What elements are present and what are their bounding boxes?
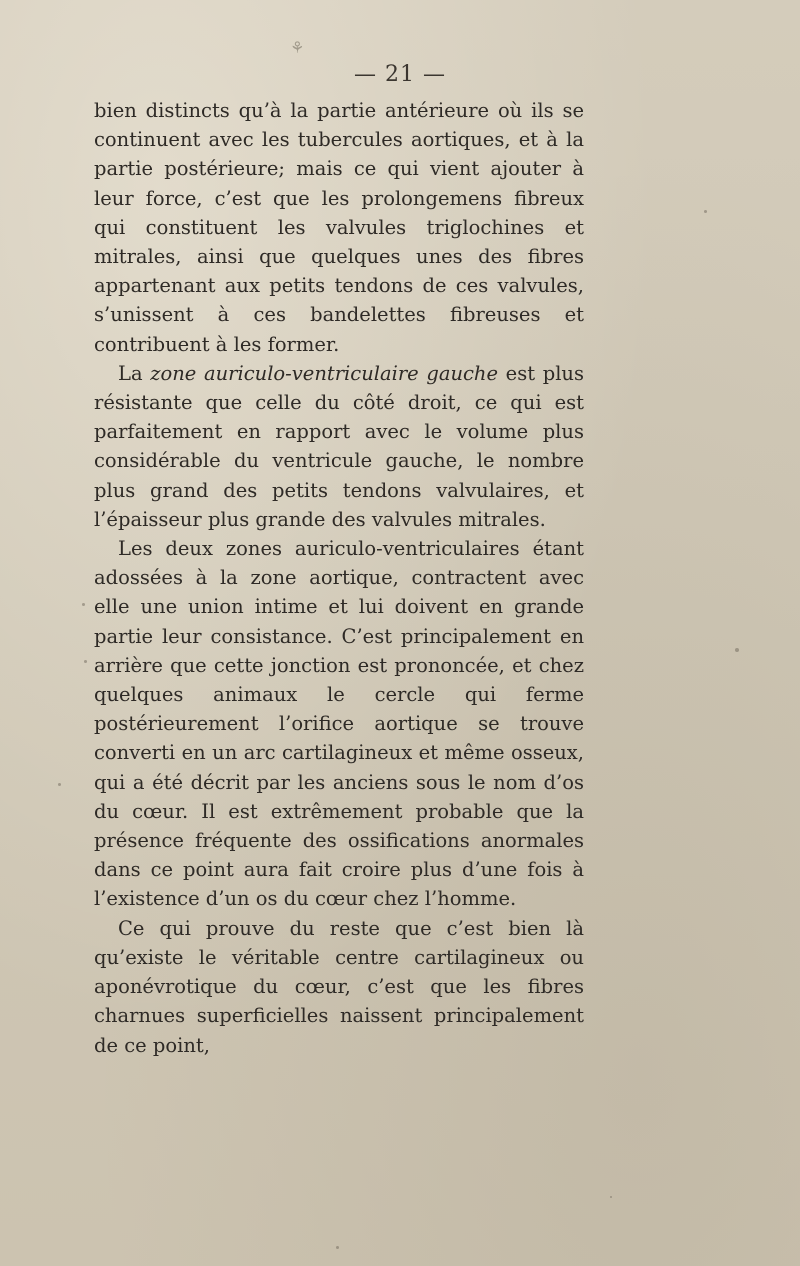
paragraph-text: bien distincts qu’à la partie antérieure où ils se continuent avec les tubercules aortiques, et à la partie postérieure; mais ce qui vient ajouter à leur force, c’est que les prolongemens fibreux qui constituent les valvules triglochines et mitrales, ainsi que quelques unes des fibres appartenant aux petits tendons de ces valvules, s’unissent à ces bandelettes fibreuses et contribuent à les former. bbox=[94, 99, 584, 356]
paragraph-text: Ce qui prouve du reste que c’est bien là qu’existe le véritable centre cartilagineux ou aponévrotique du cœur, c’est que les fibres charnues superficielles naissent principalement de ce point, bbox=[94, 916, 584, 1057]
paragraph bbox=[94, 534, 584, 914]
paper-speck bbox=[704, 210, 707, 213]
paper-speck bbox=[82, 603, 85, 606]
paper-speck bbox=[735, 648, 739, 652]
paper-speck bbox=[336, 1246, 339, 1249]
ornament-icon: ⚘ bbox=[290, 38, 305, 57]
paragraph bbox=[94, 359, 584, 534]
paragraph bbox=[94, 96, 584, 359]
paragraph-lead: La bbox=[118, 361, 151, 385]
paragraph-text: Les deux zones auriculo-ventriculaires étant adossées à la zone aortique, contractent avec elle une union intime et lui doivent en grande partie leur consistance. C’est principalement en arrière que cette jonction est prononcée, et chez quelques animaux le cercle qui ferme postérieurement l’orifice aortique se trouve converti en un arc cartilagineux et même osseux, qui a été décrit par les anciens sous le nom d’os du cœur. Il est extrêmement probable que la présence fréquente des ossifications anormales dans ce point aura fait croire plus d’une fois à l’existence d’un os du cœur chez l’homme. bbox=[94, 537, 584, 911]
paragraph-text: est plus résistante que celle du côté droit, ce qui est parfaitement en rapport avec le volume plus considérable du ventricule gauche, le nombre plus grand des petits tendons valvulaires, et l’épaisseur plus grande des valvules mitrales. bbox=[94, 361, 584, 531]
paper-speck bbox=[58, 783, 61, 786]
paper-speck bbox=[84, 660, 87, 663]
italic-term: zone auriculo-ventriculaire gauche bbox=[150, 361, 499, 385]
page-number: — 21 — bbox=[354, 62, 446, 87]
paper-speck bbox=[610, 1196, 612, 1198]
paragraph bbox=[94, 914, 584, 1060]
body-text bbox=[94, 96, 584, 1060]
